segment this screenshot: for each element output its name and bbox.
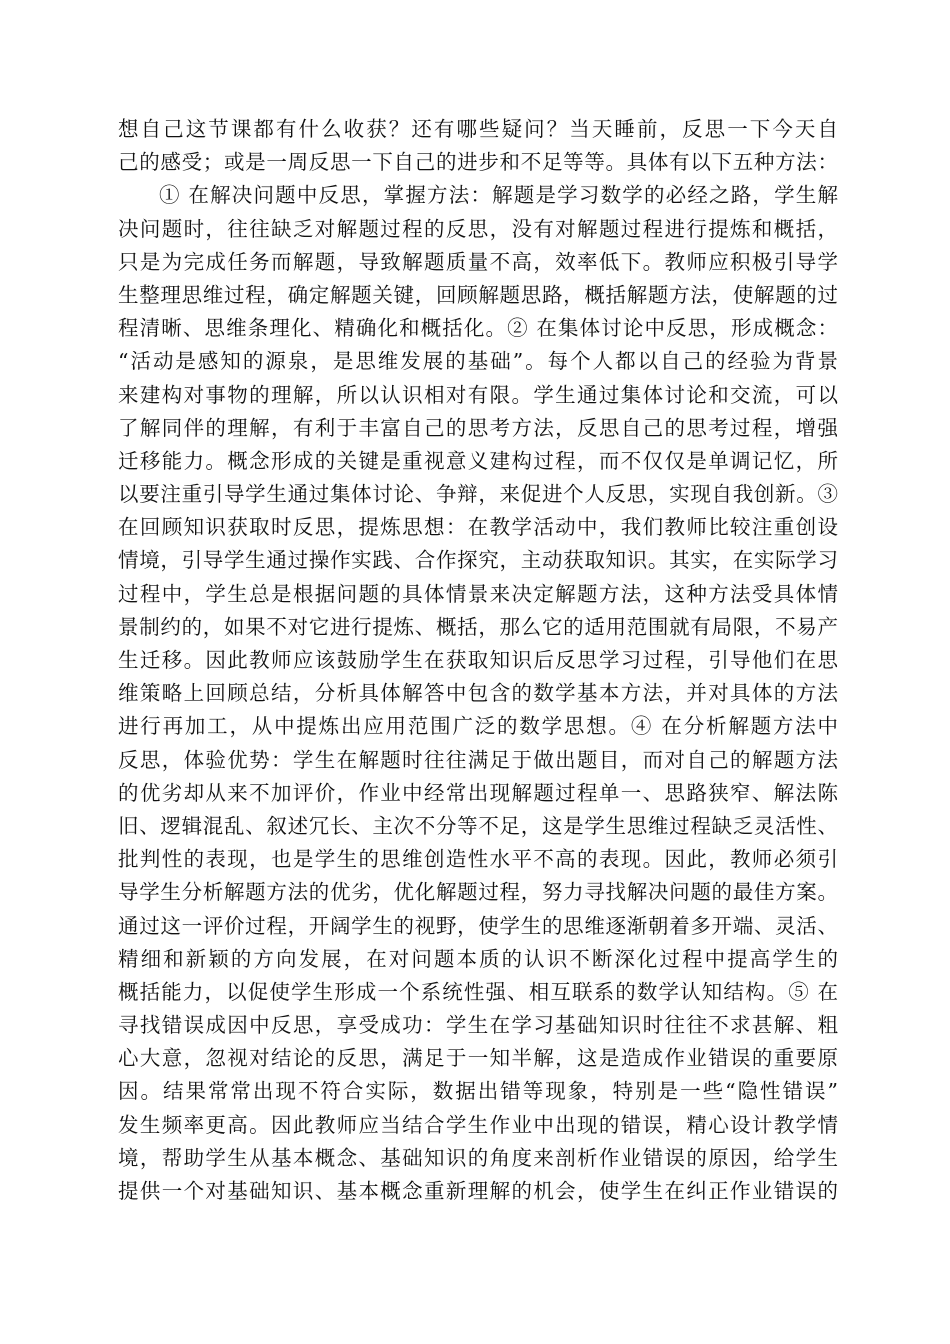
- text-line: 心大意，忽视对结论的反思，满足于一知半解，这是造成作业错误的重要原: [118, 1046, 838, 1071]
- text-line: 决问题时，往往缺乏对解题过程的反思，没有对解题过程进行提炼和概括，: [118, 216, 838, 241]
- text-line: 寻找错误成因中反思，享受成功：学生在学习基础知识时往往不求甚解、粗: [118, 1013, 838, 1038]
- text-line: “活动是感知的源泉，是思维发展的基础”。每个人都以自己的经验为背景: [118, 349, 838, 374]
- text-line: 导学生分析解题方法的优劣，优化解题过程，努力寻找解决问题的最佳方案。: [118, 880, 838, 905]
- text-line: 以要注重引导学生通过集体讨论、争辩，来促进个人反思，实现自我创新。③: [118, 482, 838, 507]
- text-line: 发生频率更高。因此教师应当结合学生作业中出现的错误，精心设计教学情: [118, 1112, 838, 1137]
- text-line: 想自己这节课都有什么收获？还有哪些疑问？当天睡前，反思一下今天自: [118, 117, 838, 141]
- text-line: 维策略上回顾总结，分析具体解答中包含的数学基本方法，并对具体的方法: [118, 681, 838, 706]
- text-line: 批判性的表现，也是学生的思维创造性水平不高的表现。因此，教师必须引: [118, 847, 838, 872]
- text-line: 进行再加工，从中提炼出应用范围广泛的数学思想。④ 在分析解题方法中: [118, 714, 838, 739]
- text-line: 己的感受；或是一周反思一下自己的进步和不足等等。具体有以下五种方法：: [118, 150, 838, 175]
- text-line: 概括能力，以促使学生形成一个系统性强、相互联系的数学认知结构。⑤ 在: [118, 979, 838, 1004]
- text-line: 旧、逻辑混乱、叙述冗长、主次不分等不足，这是学生思维过程缺乏灵活性、: [118, 813, 838, 838]
- text-line: 程清晰、思维条理化、精确化和概括化。② 在集体讨论中反思，形成概念：: [118, 316, 838, 341]
- text-line: 只是为完成任务而解题，导致解题质量不高，效率低下。教师应积极引导学: [118, 249, 838, 274]
- body-text: [118, 113, 838, 1208]
- text-line: 情境，引导学生通过操作实践、合作探究，主动获取知识。其实，在实际学习: [118, 548, 838, 573]
- text-line: 迁移能力。概念形成的关键是重视意义建构过程，而不仅仅是单调记忆，所: [118, 448, 838, 473]
- text-line: 精细和新颖的方向发展，在对问题本质的认识不断深化过程中提高学生的: [118, 946, 838, 971]
- text-line: 过程中，学生总是根据问题的具体情景来决定解题方法，这种方法受具体情: [118, 581, 838, 606]
- text-line: 提供一个对基础知识、基本概念重新理解的机会，使学生在纠正作业错误的: [118, 1179, 838, 1203]
- text-line: ① 在解决问题中反思，掌握方法：解题是学习数学的必经之路，学生解: [159, 183, 838, 208]
- text-line: 景制约的，如果不对它进行提炼、概括，那么它的适用范围就有局限，不易产: [118, 614, 838, 639]
- text-line: 境，帮助学生从基本概念、基础知识的角度来剖析作业错误的原因，给学生: [118, 1145, 838, 1170]
- text-line: 生迁移。因此教师应该鼓励学生在获取知识后反思学习过程，引导他们在思: [118, 648, 838, 672]
- text-line: 因。结果常常出现不符合实际，数据出错等现象，特别是一些“隐性错误”: [118, 1079, 838, 1104]
- text-line: 通过这一评价过程，开阔学生的视野，使学生的思维逐渐朝着多开端、灵活、: [118, 913, 838, 938]
- text-line: 了解同伴的理解，有利于丰富自己的思考方法，反思自己的思考过程，增强: [118, 415, 838, 440]
- text-line: 来建构对事物的理解，所以认识相对有限。学生通过集体讨论和交流，可以: [118, 382, 838, 407]
- text-line: 生整理思维过程，确定解题关键，回顾解题思路，概括解题方法，使解题的过: [118, 282, 838, 307]
- text-line: 的优劣却从来不加评价，作业中经常出现解题过程单一、思路狭窄、解法陈: [118, 780, 838, 805]
- text-line: 反思，体验优势：学生在解题时往往满足于做出题目，而对自己的解题方法: [118, 747, 838, 772]
- text-line: 在回顾知识获取时反思，提炼思想：在教学活动中，我们教师比较注重创设: [118, 515, 838, 540]
